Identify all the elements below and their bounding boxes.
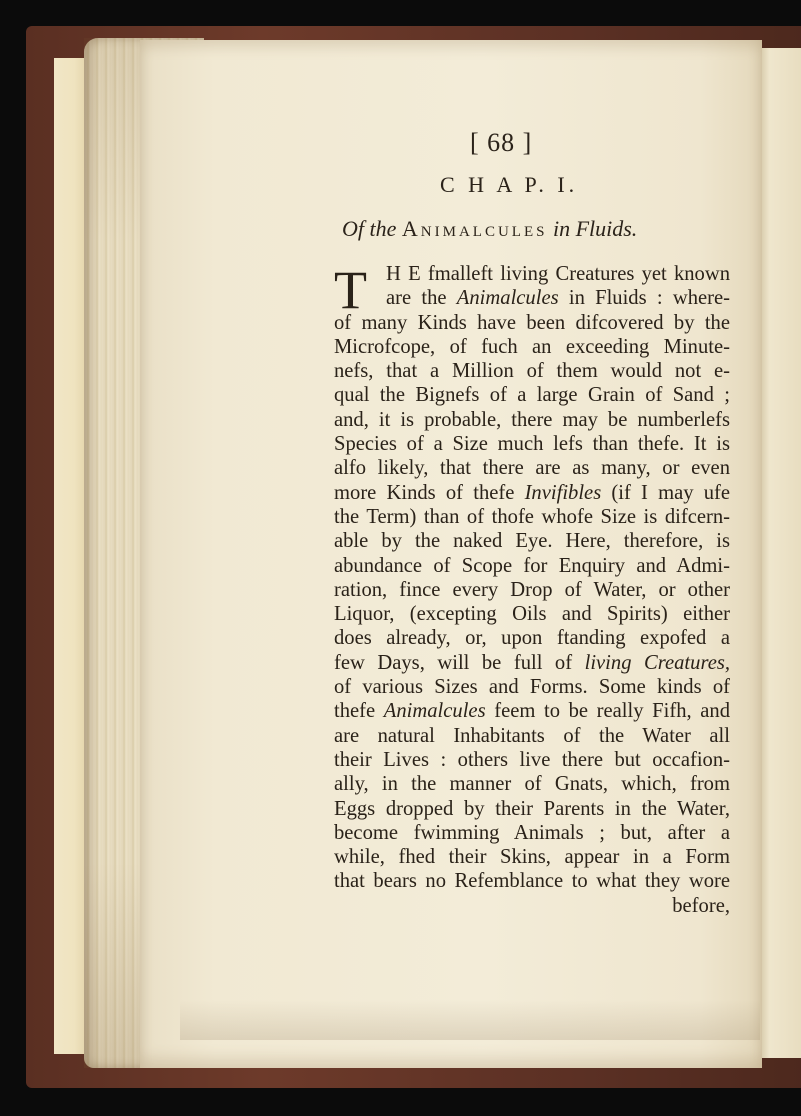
page-number: [ 68 ] [470, 128, 533, 157]
text-line: ration, fince every Drop of Water, or other [334, 578, 730, 601]
text-line: more Kinds of thefe Invifibles (if I may ufe [334, 481, 731, 504]
italic-term: Animalcules [383, 700, 486, 723]
text-line: that bears no Refemblance to what they wore [334, 870, 730, 893]
inner-board-edge [54, 58, 88, 1054]
text-line: qual the Bignefs of a large Grain of Sand ; [334, 384, 730, 407]
chapter-heading: C H A P. I. [440, 172, 579, 197]
text-line: alfo likely, that there are as many, or even [334, 457, 730, 480]
text-line: thefe Animalcules feem to be really Fifh, and [334, 700, 730, 723]
text-line: H E fmalleft living Creatures yet known [386, 263, 730, 285]
facing-page-edge [756, 48, 801, 1058]
italic-term: Invifibles [524, 481, 602, 504]
text-line: ally, in the manner of Gnats, which, from [334, 773, 730, 796]
text-line: Liquor, (excepting Oils and Spirits) either [334, 603, 730, 626]
text-line: Species of a Size much lefs than thefe. It is [334, 433, 730, 456]
chapter-title-subject: Animalcules [401, 216, 548, 241]
text-line: are the Animalcules in Fluids : where- [386, 287, 730, 310]
text-line: the Term) than of thofe whofe Size is difcern- [334, 505, 730, 528]
text-line: does already, or, upon ftanding expofed a [334, 627, 730, 650]
text-line: abundance of Scope for Enquiry and Admi- [334, 554, 730, 577]
drop-cap: T [334, 260, 367, 320]
text-line: are natural Inhabitants of the Water all [334, 724, 730, 747]
chapter-title-prefix: Of the [342, 216, 397, 241]
text-line: nefs, that a Million of them would not e- [334, 360, 730, 383]
text-line: few Days, will be full of living Creatures, [334, 651, 730, 674]
text-lines [334, 262, 730, 918]
catchword: before, [672, 894, 730, 917]
text-line: Eggs dropped by their Parents in the Water, [334, 797, 730, 820]
text-line: and, it is probable, there may be numberlefs [334, 408, 730, 431]
italic-term: living Creatures, [584, 651, 730, 674]
text-line: become fwimming Animals ; but, after a [334, 821, 730, 844]
page-bottom-damage [180, 1000, 760, 1040]
chapter-title [342, 216, 637, 242]
italic-term: Animalcules [456, 287, 559, 310]
chapter-title-suffix: in Fluids. [552, 216, 638, 241]
text-line: while, fhed their Skins, appear in a Form [334, 846, 730, 869]
body-text [334, 262, 730, 918]
text-line: able by the naked Eye. Here, therefore, is [334, 530, 730, 553]
text-line: Microfcope, of fuch an exceeding Minute- [334, 335, 730, 358]
text-line: their Lives : others live there but occafion- [334, 748, 730, 771]
text-line: of various Sizes and Forms. Some kinds of [334, 676, 730, 699]
text-line: of many Kinds have been difcovered by the [334, 311, 730, 334]
